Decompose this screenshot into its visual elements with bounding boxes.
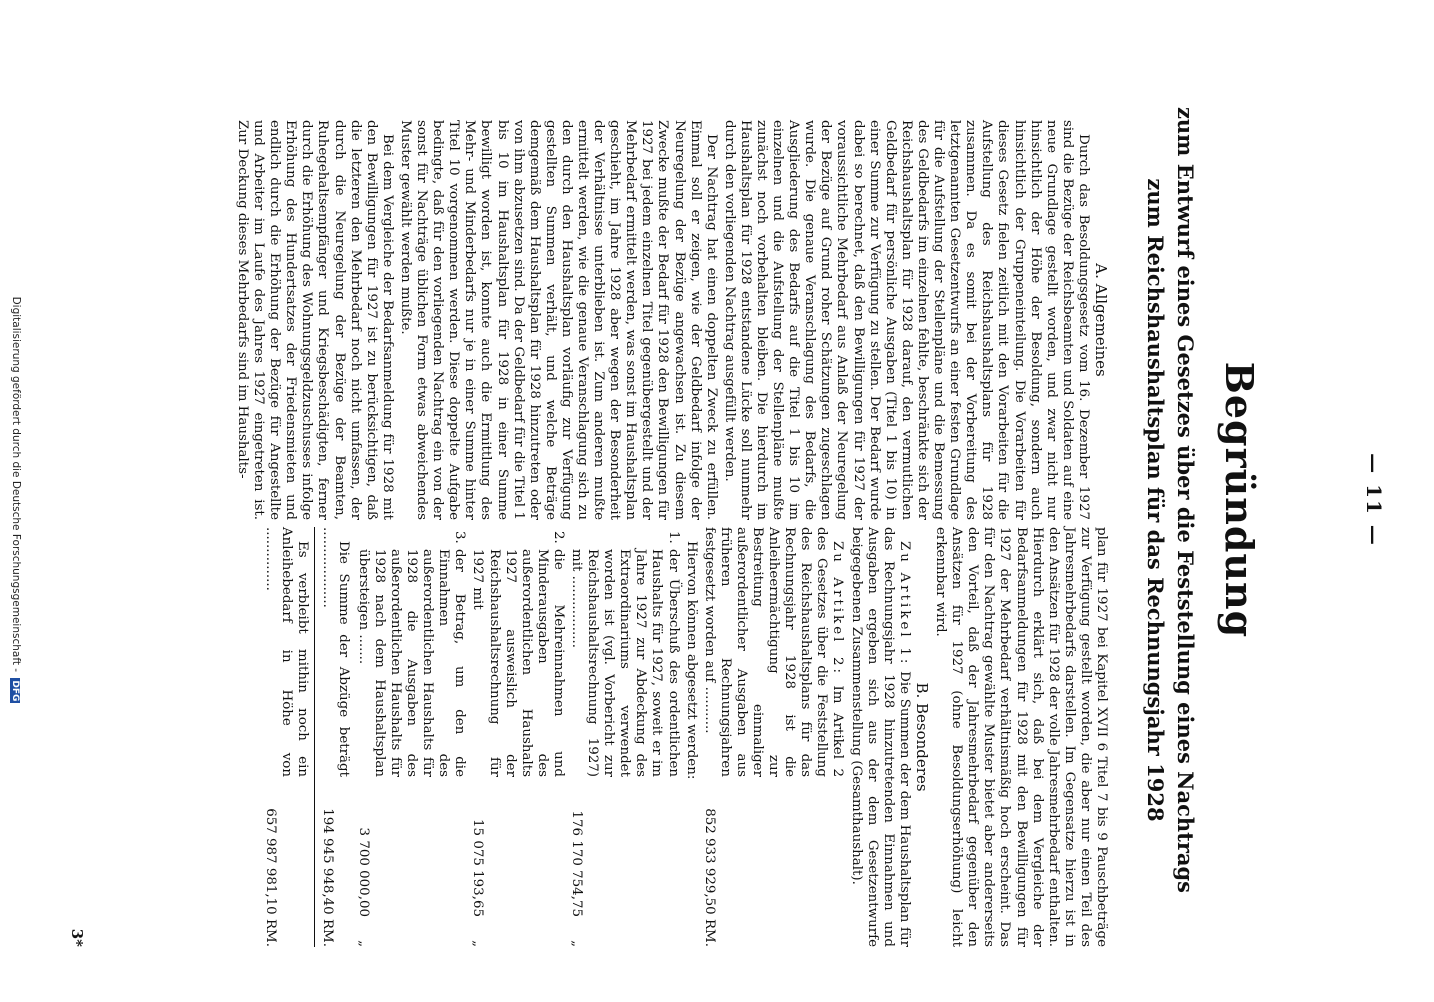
deduction-item [568,527,681,947]
remaining-loan-dots: ............... [263,527,279,591]
ditto-mark: „ [569,940,584,947]
article-2-text: Im Artikel 2 des Gesetzes über die Feststellung des Reichshaushaltsplans für das Rechnungsjahr 1928 ist die Anleiheermächtigung zur Bestreitung einmaliger außerordentlicher Ausgaben aus früheren Rechnungsjahren festgesetzt worden auf [701,527,846,777]
document-subtitle-line2: zum Reichshaushaltsplan für das Rechnungsjahr 1928 [1143,178,1168,822]
ditto-mark: „ [355,940,371,947]
deductions-list [355,527,681,947]
watermark-text: Digitalisierung gefördert durch die Deutsche Forschungsgemeinschaft - [10,296,22,673]
section-a-paragraph-3: Bei dem Vergleiche der Bedarfsanmeldung für 1928 mit den Bewilligungen für 1927 ist zu berücksichtigen, daß die letzteren den Mehrbedarf noch nicht umfassen, der durch die Neuregelung der Bezüge der Beamten, Ruhegehaltsempfänger und Kriegsbeschädigten, ferner durch die Erhöhung des Wohnungsgeldzuschusses infolge Erhöhung des Hundertsatzes der Friedensmieten und endlich durch die Erhöhung der Bezüge für Angestellte und Arbeiter im Laufe des Jahres 1927 eingetreten ist. Zur Deckung dieses Mehrbedarfs sind im Haushalts- [235,120,395,520]
section-b-heading: B. Besonderes [912,682,931,792]
article-2-label: Zu Artikel 2: [830,541,846,676]
section-a-paragraph-2: Der Nachtrag hat einen doppelten Zweck zu erfüllen. Einmal soll er zeigen, wie der Geldbedarf infolge der Neuregelung der Bezüge angewachsen ist. Zu diesem Zwecke mußte der Bedarf für 1928 den Bewilligungen für 1927 bei jedem einzelnen Titel gegenübergestellt und der Mehrbedarf ermittelt werden, was sonst im Haushaltsplan geschieht, im Jahre 1928 aber wegen der Besonderheit der Verhältnisse unterblieben ist. Zum anderen mußte ermittelt werden, wie die genaue Veranschlagung sich zu den durch den Haushaltsplan vorläufig zur Verfügung gestellten Summen verhält, und welche Beträge demgemäß dem Haushaltsplan für 1928 hinzutreten oder von ihm abzusetzen sind. Da der Geldbedarf für die Titel 1 bis 10 im Haushaltsplan für 1928 in einer Summe bewilligt worden ist, konnte auch die Ermittlung des Mehr- und Minderbedarfs nur je in einer Summe hinter Titel 10 vorgenommen werden. Diese doppelte Aufgabe bedingte, daß für den vorliegenden Nachtrag ein von der sonst für Nachträge üblichen Form etwas abweichendes Muster gewählt werden mußte. [397,120,719,520]
deduction-item-text: der Überschuß des ordentlichen Haushalts für 1927, soweit er im Jahre 1927 zur Abdeckung des Extraordinariums verwendet worden ist (vgl. Vorbericht zur Reichshaushaltsrechnung 1927) mit [569,549,681,777]
remaining-loan-amount: 657 987 981,10 RM. [263,808,279,947]
article-2-paragraph [701,527,846,947]
deductions-sum-row [315,527,351,947]
deduction-item-text: der Betrag, um den die Einnahmen des außerordentlichen Haushalts für 1928 die Ausgaben des außerordentlichen Haushalts für 1928 nach dem Haushaltsplan übersteigen [355,549,468,777]
article-2-amount: 852 933 929,50 RM. [701,808,717,947]
deductions-sum-amount: 194 945 948,40 RM. [319,808,335,947]
remaining-loan-row [262,527,310,947]
page-number: — 11 — [1362,453,1386,547]
deduction-item-amount: 3 700 000,00 [355,827,371,917]
section-a-paragraph-1: Durch das Besoldungsgesetz vom 16. Dezember 1927 sind die Bezüge der Reichsbeamten und Soldaten auf eine neue Grundlage gestellt worden, und zwar nicht nur hinsichtlich der Höhe der Besoldung, sondern auch hinsichtlich der Gruppeneinteilung. Die Vorarbeiten für dieses Gesetz fielen zeitlich mit den Vorarbeiten für die Aufstellung des Reichshaushaltsplans für 1928 zusammen. Da es somit bei der Vorbereitung des letztgenannten Gesetzentwurfs an einer festen Grundlage für die Aufstellung der Stellenpläne und die Bemessung des Geldbedarfs im einzelnen fehlte, beschränkte sich der Reichshaushaltsplan für 1928 darauf, den vermutlichen Geldbedarf für persönliche Ausgaben (Titel 1 bis 10) in einer Summe zur Verfügung zu stellen. Der Bedarf wurde dabei so berechnet, daß den Bewilligungen für 1927 der voraussichtliche Mehrbedarf aus Anlaß der Neuregelung der Bezüge auf Grund roher Schätzungen zugeschlagen wurde. Die genaue Veranschlagung des Bedarfs, die Ausgliederung des Bedarfs auf die Titel 1 bis 10 im einzelnen und die Aufstellung der Stellenpläne mußte zunächst noch vorbehalten bleiben. Die hierdurch im Haushaltsplan für 1928 entstandene Lücke soll nunmehr durch den vorliegenden Nachtrag ausgefüllt werden. [721,120,1091,520]
article-1-text: Die Summen der dem Haushaltsplan für das Rechnungsjahr 1928 hinzutretenden Einnahmen und Ausgaben ergeben sich aus der dem Gesetzentwurfe beigegebenen Zusammenstellung (Gesamthaushalt). [848,527,912,947]
signature-mark: 3* [68,928,86,947]
deductions-sum-text: Die Summe der Abzüge beträgt [335,541,351,777]
document-title: Begründung [1217,361,1262,639]
right-column [262,527,1109,947]
section-a-heading: A. Allgemeines [1092,263,1110,377]
dfg-logo: DFG [10,680,20,702]
deduction-item-amount: 176 170 754,75 [569,810,584,917]
deduction-item-dots: ................. [569,575,584,649]
left-column [232,120,1109,520]
article-1-label: Zu Artikel 1: [896,541,912,667]
deductions-sum-dots: ................... [319,527,335,608]
deduction-item [355,527,468,947]
remaining-loan-text: Es verbleibt mithin noch ein Anleihebedarf in Höhe von [279,527,311,777]
article-2-dots: ........... [701,686,717,734]
deduction-item-number: 2. [550,531,566,544]
document-subtitle-line1: zum Entwurf eines Gesetzes über die Feststellung eines Nachtrags [1173,106,1198,894]
deduction-item-number: 3. [452,531,468,544]
deduction-item-number: 1. [665,531,681,544]
article-1-paragraph [848,527,912,947]
deductions-intro: Hiervon können abgesetzt werden: [683,541,699,780]
section-a-continuation: plan für 1927 bei Kapitel XVII 6 Titel 7 bis 9 Pauschbeträge zur Verfügung gestellt worden, die aber nur einen Teil des Jahresmehrbedarfs darstellen. Im Gegensatze hierzu ist in den Ansätzen für 1928 der volle Jahresmehrbedarf enthalten. Hierdurch erklärt sich, daß bei dem Vergleiche der Bedarfsanmeldungen für 1928 mit den Bewilligungen für 1927 der Mehrbedarf verhältnismäßig hoch erscheint. Das für den Nachtrag gewählte Muster bietet aber andererseits den Vorteil, daß der Jahresmehrbedarf gegenüber den Ansätzen für 1927 (ohne Besoldungserhöhung) leicht erkennbar wird. [933,527,1109,947]
digitization-watermark [10,0,22,1000]
deduction-item-amount: 15 075 193,65 [470,819,486,917]
deduction-item [469,527,566,947]
ditto-mark: „ [470,940,486,947]
deduction-item-text: die Mehreinnahmen und Minderausgaben des außerordentlichen Haushalts 1927 ausweislich der Reichshaushaltsrechnung für 1927 mit [470,549,566,777]
deduction-item-dots: ....... [355,634,371,665]
